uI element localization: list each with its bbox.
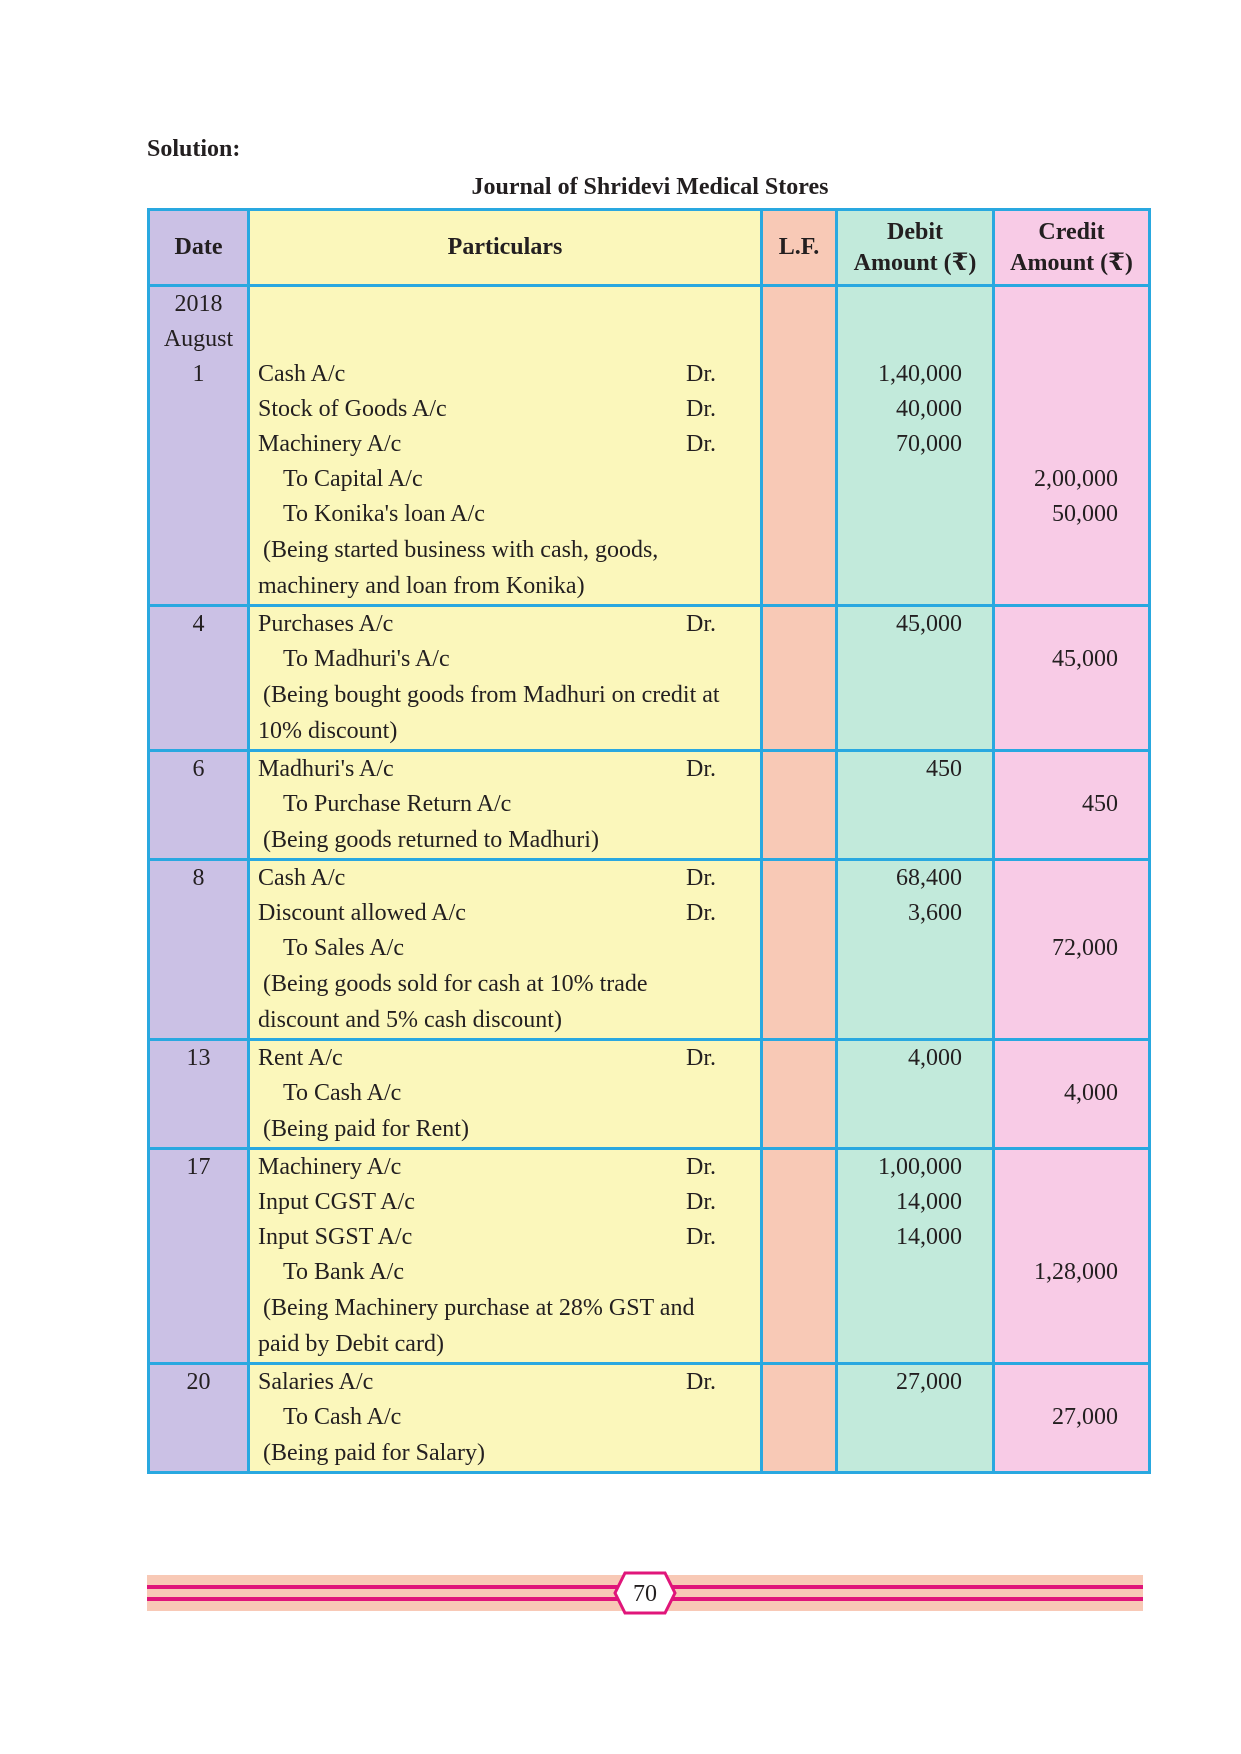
- dr-marker: Dr.: [686, 396, 716, 422]
- credit-amount: 27,000: [1052, 1404, 1118, 1430]
- credit-amount: 45,000: [1052, 646, 1118, 672]
- journal-entry-row: [149, 1364, 1150, 1473]
- col-header-debit: [837, 210, 994, 286]
- debit-account-line: [258, 607, 752, 642]
- narration-line: (Being started business with cash, goods,: [263, 537, 659, 563]
- entry-credit-cell: [994, 286, 1150, 606]
- blank-line: [838, 787, 992, 822]
- debit-account-line: [258, 1041, 752, 1076]
- narration-line: paid by Debit card): [258, 1331, 444, 1357]
- entry-date: 4: [192, 611, 205, 637]
- debit-amount: 1,40,000: [878, 361, 962, 387]
- entry-lf-cell: [762, 1364, 837, 1473]
- blank-line: [995, 1150, 1148, 1185]
- entry-debit-cell: [837, 606, 994, 751]
- account-name: To Capital A/c: [283, 466, 423, 492]
- entry-credit-cell: [994, 860, 1150, 1040]
- narration-line: (Being Machinery purchase at 28% GST and: [263, 1295, 695, 1321]
- col-header-date: Date: [149, 210, 249, 286]
- col-header-particulars: Particulars: [249, 210, 762, 286]
- narration-line: 10% discount): [258, 718, 398, 744]
- dr-marker: Dr.: [686, 1189, 716, 1215]
- credit-account-line: [258, 462, 752, 497]
- dr-marker: Dr.: [686, 1224, 716, 1250]
- entry-credit-cell: [994, 751, 1150, 860]
- entry-credit-cell: [994, 606, 1150, 751]
- entry-debit-cell: [837, 1364, 994, 1473]
- account-name: To Cash A/c: [283, 1404, 402, 1430]
- debit-account-line: [258, 392, 752, 427]
- col-header-debit-line2: Amount (₹): [853, 249, 977, 276]
- account-name: To Bank A/c: [283, 1259, 404, 1285]
- credit-amount: 4,000: [1064, 1080, 1118, 1106]
- journal-entry-row: [149, 860, 1150, 1040]
- journal-entry-row: [149, 1149, 1150, 1364]
- journal-entry-row: [149, 1040, 1150, 1149]
- debit-amount: 4,000: [908, 1045, 962, 1071]
- account-name: To Cash A/c: [283, 1080, 402, 1106]
- entry-date-cell: [149, 1364, 249, 1473]
- entry-debit-cell: [837, 1149, 994, 1364]
- debit-amount: 68,400: [896, 865, 962, 891]
- entry-credit-cell: [994, 1364, 1150, 1473]
- solution-heading: Solution:: [147, 136, 241, 162]
- journal-title: Journal of Shridevi Medical Stores: [471, 174, 829, 200]
- entry-debit-cell: [837, 860, 994, 1040]
- blank-line: [258, 322, 752, 357]
- entry-particulars-cell: [249, 751, 762, 860]
- account-name: Machinery A/c: [258, 1154, 402, 1180]
- narration-line: (Being goods returned to Madhuri): [263, 827, 599, 853]
- narration-line: (Being bought goods from Madhuri on credit at: [263, 682, 720, 708]
- blank-line: [995, 357, 1148, 392]
- debit-amount: 14,000: [896, 1224, 962, 1250]
- entry-date: August: [163, 326, 234, 352]
- account-name: Input CGST A/c: [258, 1189, 415, 1215]
- account-name: Madhuri's A/c: [258, 756, 394, 782]
- col-header-credit: [994, 210, 1150, 286]
- narration-line: (Being goods sold for cash at 10% trade: [263, 971, 648, 997]
- dr-marker: Dr.: [686, 756, 716, 782]
- entry-date: 20: [186, 1369, 211, 1395]
- blank-line: [995, 287, 1148, 322]
- account-name: Machinery A/c: [258, 431, 402, 457]
- entry-particulars-cell: [249, 1149, 762, 1364]
- debit-account-line: [258, 1365, 752, 1400]
- dr-marker: Dr.: [686, 1154, 716, 1180]
- col-header-lf: L.F.: [762, 210, 837, 286]
- credit-amount: 2,00,000: [1034, 466, 1118, 492]
- entry-date: 8: [192, 865, 205, 891]
- entry-date: 6: [192, 756, 205, 782]
- dr-marker: Dr.: [686, 1045, 716, 1071]
- blank-line: [995, 1365, 1148, 1400]
- dr-marker: Dr.: [686, 900, 716, 926]
- entry-credit-cell: [994, 1149, 1150, 1364]
- blank-line: [995, 752, 1148, 787]
- entry-lf-cell: [762, 860, 837, 1040]
- debit-account-line: [258, 752, 752, 787]
- credit-amount: 50,000: [1052, 501, 1118, 527]
- debit-amount: 70,000: [896, 431, 962, 457]
- debit-amount: 1,00,000: [878, 1154, 962, 1180]
- account-name: To Konika's loan A/c: [283, 501, 485, 527]
- entry-date-cell: [149, 286, 249, 606]
- debit-account-line: [258, 861, 752, 896]
- account-name: Salaries A/c: [258, 1369, 374, 1395]
- debit-amount: 450: [926, 756, 962, 782]
- entry-debit-cell: [837, 286, 994, 606]
- debit-amount: 45,000: [896, 611, 962, 637]
- entry-particulars-cell: [249, 606, 762, 751]
- entry-debit-cell: [837, 751, 994, 860]
- col-header-debit-line1: Debit: [887, 218, 943, 245]
- credit-account-line: [258, 1400, 752, 1435]
- credit-amount: 72,000: [1052, 935, 1118, 961]
- blank-line: [995, 1185, 1148, 1220]
- col-header-credit-line2: Amount (₹): [1010, 249, 1133, 276]
- entry-lf-cell: [762, 1149, 837, 1364]
- account-name: Stock of Goods A/c: [258, 396, 447, 422]
- entry-date: 13: [186, 1045, 211, 1071]
- entry-particulars-cell: [249, 1040, 762, 1149]
- page-number: 70: [633, 1581, 657, 1607]
- blank-line: [258, 287, 752, 322]
- debit-account-line: [258, 357, 752, 392]
- entry-date: 1: [192, 361, 205, 387]
- entry-lf-cell: [762, 286, 837, 606]
- entry-particulars-cell: [249, 1364, 762, 1473]
- account-name: Purchases A/c: [258, 611, 394, 637]
- debit-account-line: [258, 427, 752, 462]
- entry-date: 17: [186, 1154, 211, 1180]
- blank-line: [838, 1255, 992, 1290]
- entry-credit-cell: [994, 1040, 1150, 1149]
- col-header-credit-line1: Credit: [1038, 218, 1105, 245]
- narration-line: (Being paid for Salary): [263, 1440, 485, 1466]
- blank-line: [838, 1400, 992, 1435]
- entry-date-cell: [149, 1040, 249, 1149]
- entry-debit-cell: [837, 1040, 994, 1149]
- blank-line: [995, 392, 1148, 427]
- account-name: Cash A/c: [258, 361, 346, 387]
- account-name: To Sales A/c: [283, 935, 404, 961]
- entry-lf-cell: [762, 606, 837, 751]
- entry-date: 2018: [174, 291, 223, 317]
- dr-marker: Dr.: [686, 361, 716, 387]
- entry-date-cell: [149, 860, 249, 1040]
- blank-line: [838, 1076, 992, 1111]
- account-name: Rent A/c: [258, 1045, 343, 1071]
- credit-account-line: [258, 497, 752, 532]
- blank-line: [838, 642, 992, 677]
- blank-line: [995, 607, 1148, 642]
- journal-entry-row: [149, 606, 1150, 751]
- debit-account-line: [258, 1185, 752, 1220]
- credit-account-line: [258, 931, 752, 966]
- blank-line: [995, 896, 1148, 931]
- blank-line: [838, 931, 992, 966]
- dr-marker: Dr.: [686, 431, 716, 457]
- dr-marker: Dr.: [686, 611, 716, 637]
- debit-amount: 3,600: [908, 900, 962, 926]
- account-name: To Madhuri's A/c: [283, 646, 450, 672]
- narration-line: (Being paid for Rent): [263, 1116, 469, 1142]
- credit-account-line: [258, 1076, 752, 1111]
- page-footer: [147, 1575, 1143, 1611]
- debit-account-line: [258, 896, 752, 931]
- blank-line: [838, 497, 992, 532]
- blank-line: [995, 1041, 1148, 1076]
- blank-line: [838, 322, 992, 357]
- blank-line: [995, 1220, 1148, 1255]
- blank-line: [995, 861, 1148, 896]
- dr-marker: Dr.: [686, 1369, 716, 1395]
- credit-account-line: [258, 1255, 752, 1290]
- entry-date-cell: [149, 751, 249, 860]
- credit-amount: 450: [1082, 791, 1118, 817]
- journal-table: [147, 208, 1143, 1474]
- credit-amount: 1,28,000: [1034, 1259, 1118, 1285]
- journal-entry-row: [149, 286, 1150, 606]
- entry-date-cell: [149, 606, 249, 751]
- entry-date-cell: [149, 1149, 249, 1364]
- entry-particulars-cell: [249, 860, 762, 1040]
- blank-line: [995, 322, 1148, 357]
- account-name: Cash A/c: [258, 865, 346, 891]
- debit-amount: 27,000: [896, 1369, 962, 1395]
- debit-amount: 40,000: [896, 396, 962, 422]
- blank-line: [995, 427, 1148, 462]
- account-name: Discount allowed A/c: [258, 900, 466, 926]
- account-name: Input SGST A/c: [258, 1224, 413, 1250]
- entry-lf-cell: [762, 751, 837, 860]
- narration-line: discount and 5% cash discount): [258, 1007, 562, 1033]
- blank-line: [838, 287, 992, 322]
- debit-account-line: [258, 1220, 752, 1255]
- credit-account-line: [258, 787, 752, 822]
- narration-line: machinery and loan from Konika): [258, 573, 585, 599]
- account-name: To Purchase Return A/c: [283, 791, 512, 817]
- debit-amount: 14,000: [896, 1189, 962, 1215]
- journal-body: [149, 286, 1150, 1473]
- debit-account-line: [258, 1150, 752, 1185]
- entry-particulars-cell: [249, 286, 762, 606]
- dr-marker: Dr.: [686, 865, 716, 891]
- journal-header-row: [149, 210, 1150, 286]
- credit-account-line: [258, 642, 752, 677]
- journal-entry-row: [149, 751, 1150, 860]
- blank-line: [838, 462, 992, 497]
- entry-lf-cell: [762, 1040, 837, 1149]
